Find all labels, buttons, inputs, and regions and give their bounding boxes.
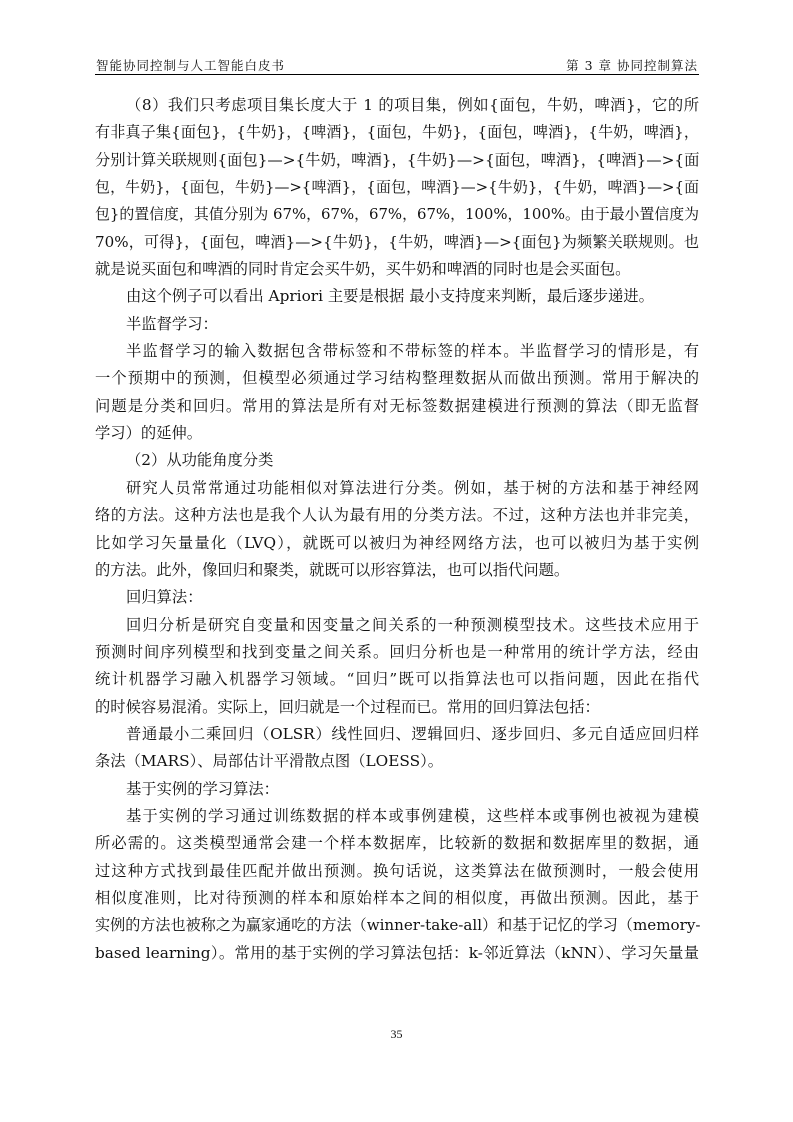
book-title: 智能协同控制与人工智能白皮书: [96, 58, 286, 73]
text-line: 有非真子集{面包}，{牛奶}，{啤酒}，{面包，牛奶}，{面包，啤酒}，{牛奶，啤酒}，: [95, 123, 699, 142]
text-line: 包}的置信度，其值分别为 67%，67%，67%，67%，100%，100%。由于最小置信度为: [95, 205, 700, 224]
text-line: 半监督学习：: [126, 314, 218, 333]
text-line: 相似度准则，比对待预测的样本和原始样本之间的相似度，再做出预测。因此，基于: [95, 888, 699, 907]
text-line: 的时候容易混淆。实际上，回归就是一个过程而已。常用的回归算法包括：: [95, 697, 600, 716]
text-line: 预测时间序列模型和找到变量之间关系。回归分析也是一种常用的统计学方法，经由: [95, 642, 699, 661]
text-line: 统计机器学习融入机器学习领域。“回归”既可以指算法也可以指问题，因此在指代: [95, 670, 699, 689]
text-line: 络的方法。这种方法也是我个人认为最有用的分类方法。不过，这种方法也并非完美，: [95, 506, 699, 525]
chapter-title: 第 3 章 协同控制算法: [566, 58, 698, 73]
text-line: 过这种方式找到最佳匹配并做出预测。换句话说，这类算法在做预测时，一般会使用: [95, 861, 699, 880]
text-line: 包，牛奶}，{面包，牛奶}—>{啤酒}，{面包，啤酒}—>{牛奶}，{牛奶，啤酒}—>{面: [95, 178, 699, 197]
text-line: 比如学习矢量量化（LVQ），就既可以被归为神经网络方法，也可以被归为基于实例: [95, 533, 699, 552]
text-line: 研究人员常常通过功能相似对算法进行分类。例如，基于树的方法和基于神经网: [126, 478, 699, 497]
text-line: based learning）。常用的基于实例的学习算法包括：k-邻近算法（kNN）、学习矢量量: [95, 943, 699, 962]
text-line: 问题是分类和回归。常用的算法是所有对无标签数据建模进行预测的算法（即无监督: [95, 396, 699, 415]
body-text: [95, 92, 699, 967]
text-line: 回归算法：: [126, 588, 203, 607]
text-line: 70%，可得}，{面包，啤酒}—>{牛奶}，{牛奶，啤酒}—>{面包}为频繁关联规则。也: [95, 232, 699, 251]
text-line: 实例的方法也被称之为赢家通吃的方法（winner-take-all）和基于记忆的学习（memory-: [95, 916, 701, 935]
running-header: [95, 54, 699, 75]
text-line: 条法（MARS）、局部估计平滑散点图（LOESS）。: [95, 752, 444, 771]
text-line: 的方法。此外，像回归和聚类，就既可以形容算法，也可以指代问题。: [95, 560, 570, 579]
text-line: 半监督学习的输入数据包含带标签和不带标签的样本。半监督学习的情形是，有: [126, 342, 699, 361]
text-line: 学习）的延伸。: [95, 424, 203, 443]
text-line: 基于实例的学习通过训练数据的样本或事例建模，这些样本或事例也被视为建模: [126, 806, 699, 825]
text-line: 普通最小二乘回归（OLSR）线性回归、逻辑回归、逐步回归、多元自适应回归样: [126, 724, 699, 743]
text-line: 基于实例的学习算法：: [126, 779, 279, 798]
text-line: 一个预期中的预测，但模型必须通过学习结构整理数据从而做出预测。常用于解决的: [95, 369, 699, 388]
text-line: （2）从功能角度分类: [126, 451, 274, 470]
text-line: 所必需的。这类模型通常会建一个样本数据库，比较新的数据和数据库里的数据，通: [95, 834, 699, 853]
text-line: 由这个例子可以看出 Apriori 主要是根据 最小支持度来判断，最后逐步递进。: [126, 287, 654, 306]
text-line: （8）我们只考虑项目集长度大于 1 的项目集，例如{面包，牛奶，啤酒}，它的所: [126, 96, 699, 114]
text-line: 回归分析是研究自变量和因变量之间关系的一种预测模型技术。这些技术应用于: [126, 615, 699, 634]
page-number: 35: [390, 1027, 403, 1041]
text-line: 分别计算关联规则{面包}—>{牛奶，啤酒}，{牛奶}—>{面包，啤酒}，{啤酒}—>{面: [95, 150, 700, 169]
text-line: 就是说买面包和啤酒的同时肯定会买牛奶，买牛奶和啤酒的同时也是会买面包。: [95, 260, 631, 279]
